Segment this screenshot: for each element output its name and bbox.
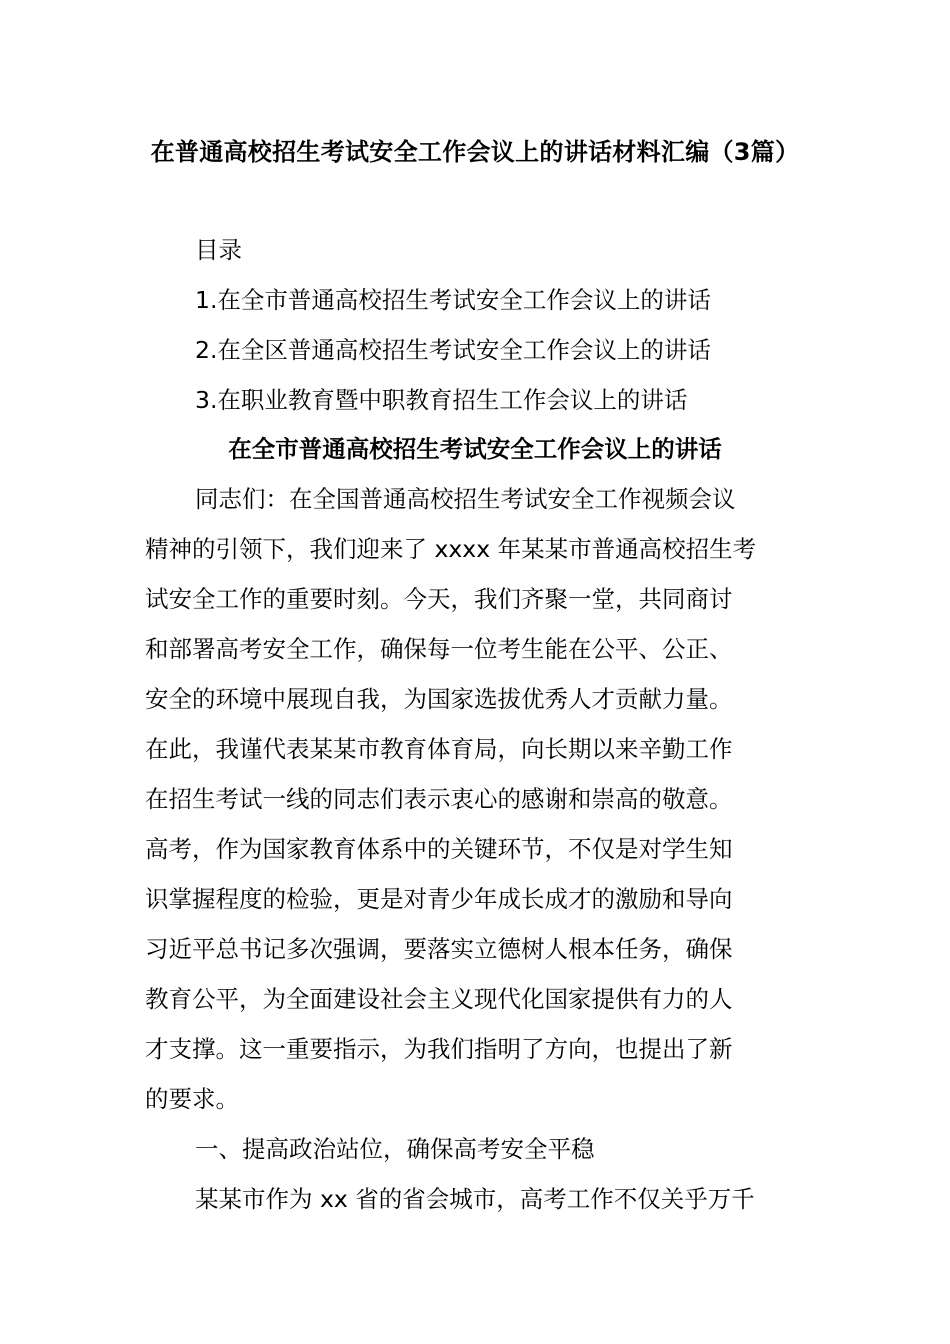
- body-line: 在招生考试一线的同志们表示衷心的感谢和崇高的敬意。: [145, 785, 733, 813]
- body-line: 教育公平，为全面建设社会主义现代化国家提供有力的人: [145, 985, 733, 1013]
- body-line: 的要求。: [145, 1085, 239, 1113]
- body-line: 和部署高考安全工作，确保每一位考生能在公平、公正、: [145, 635, 733, 663]
- section-title: 在全市普通高校招生考试安全工作会议上的讲话: [228, 435, 722, 463]
- toc-item-3: 3.在职业教育暨中职教育招生工作会议上的讲话: [195, 386, 688, 414]
- body-line: 试安全工作的重要时刻。今天，我们齐聚一堂，共同商讨: [145, 585, 733, 613]
- body-line: 高考，作为国家教育体系中的关键环节，不仅是对学生知: [145, 835, 733, 863]
- section-heading-1: 一、提高政治站位，确保高考安全平稳: [195, 1135, 595, 1163]
- body-line: 才支撑。这一重要指示，为我们指明了方向，也提出了新: [145, 1035, 733, 1063]
- body-line: 某某市作为 xx 省的省会城市，高考工作不仅关乎万千: [195, 1185, 755, 1213]
- document-title: 在普通高校招生考试安全工作会议上的讲话材料汇编（3篇）: [150, 138, 800, 166]
- body-line: 安全的环境中展现自我，为国家选拔优秀人才贡献力量。: [145, 685, 733, 713]
- body-line: 习近平总书记多次强调，要落实立德树人根本任务，确保: [145, 935, 733, 963]
- toc-heading: 目录: [195, 236, 242, 264]
- body-line: 同志们：在全国普通高校招生考试安全工作视频会议: [195, 485, 736, 513]
- body-line: 在此，我谨代表某某市教育体育局，向长期以来辛勤工作: [145, 735, 733, 763]
- body-line: 识掌握程度的检验，更是对青少年成长成才的激励和导向: [145, 885, 733, 913]
- toc-item-2: 2.在全区普通高校招生考试安全工作会议上的讲话: [195, 336, 711, 364]
- body-line: 精神的引领下，我们迎来了 xxxx 年某某市普通高校招生考: [145, 535, 757, 563]
- toc-item-1: 1.在全市普通高校招生考试安全工作会议上的讲话: [195, 286, 711, 314]
